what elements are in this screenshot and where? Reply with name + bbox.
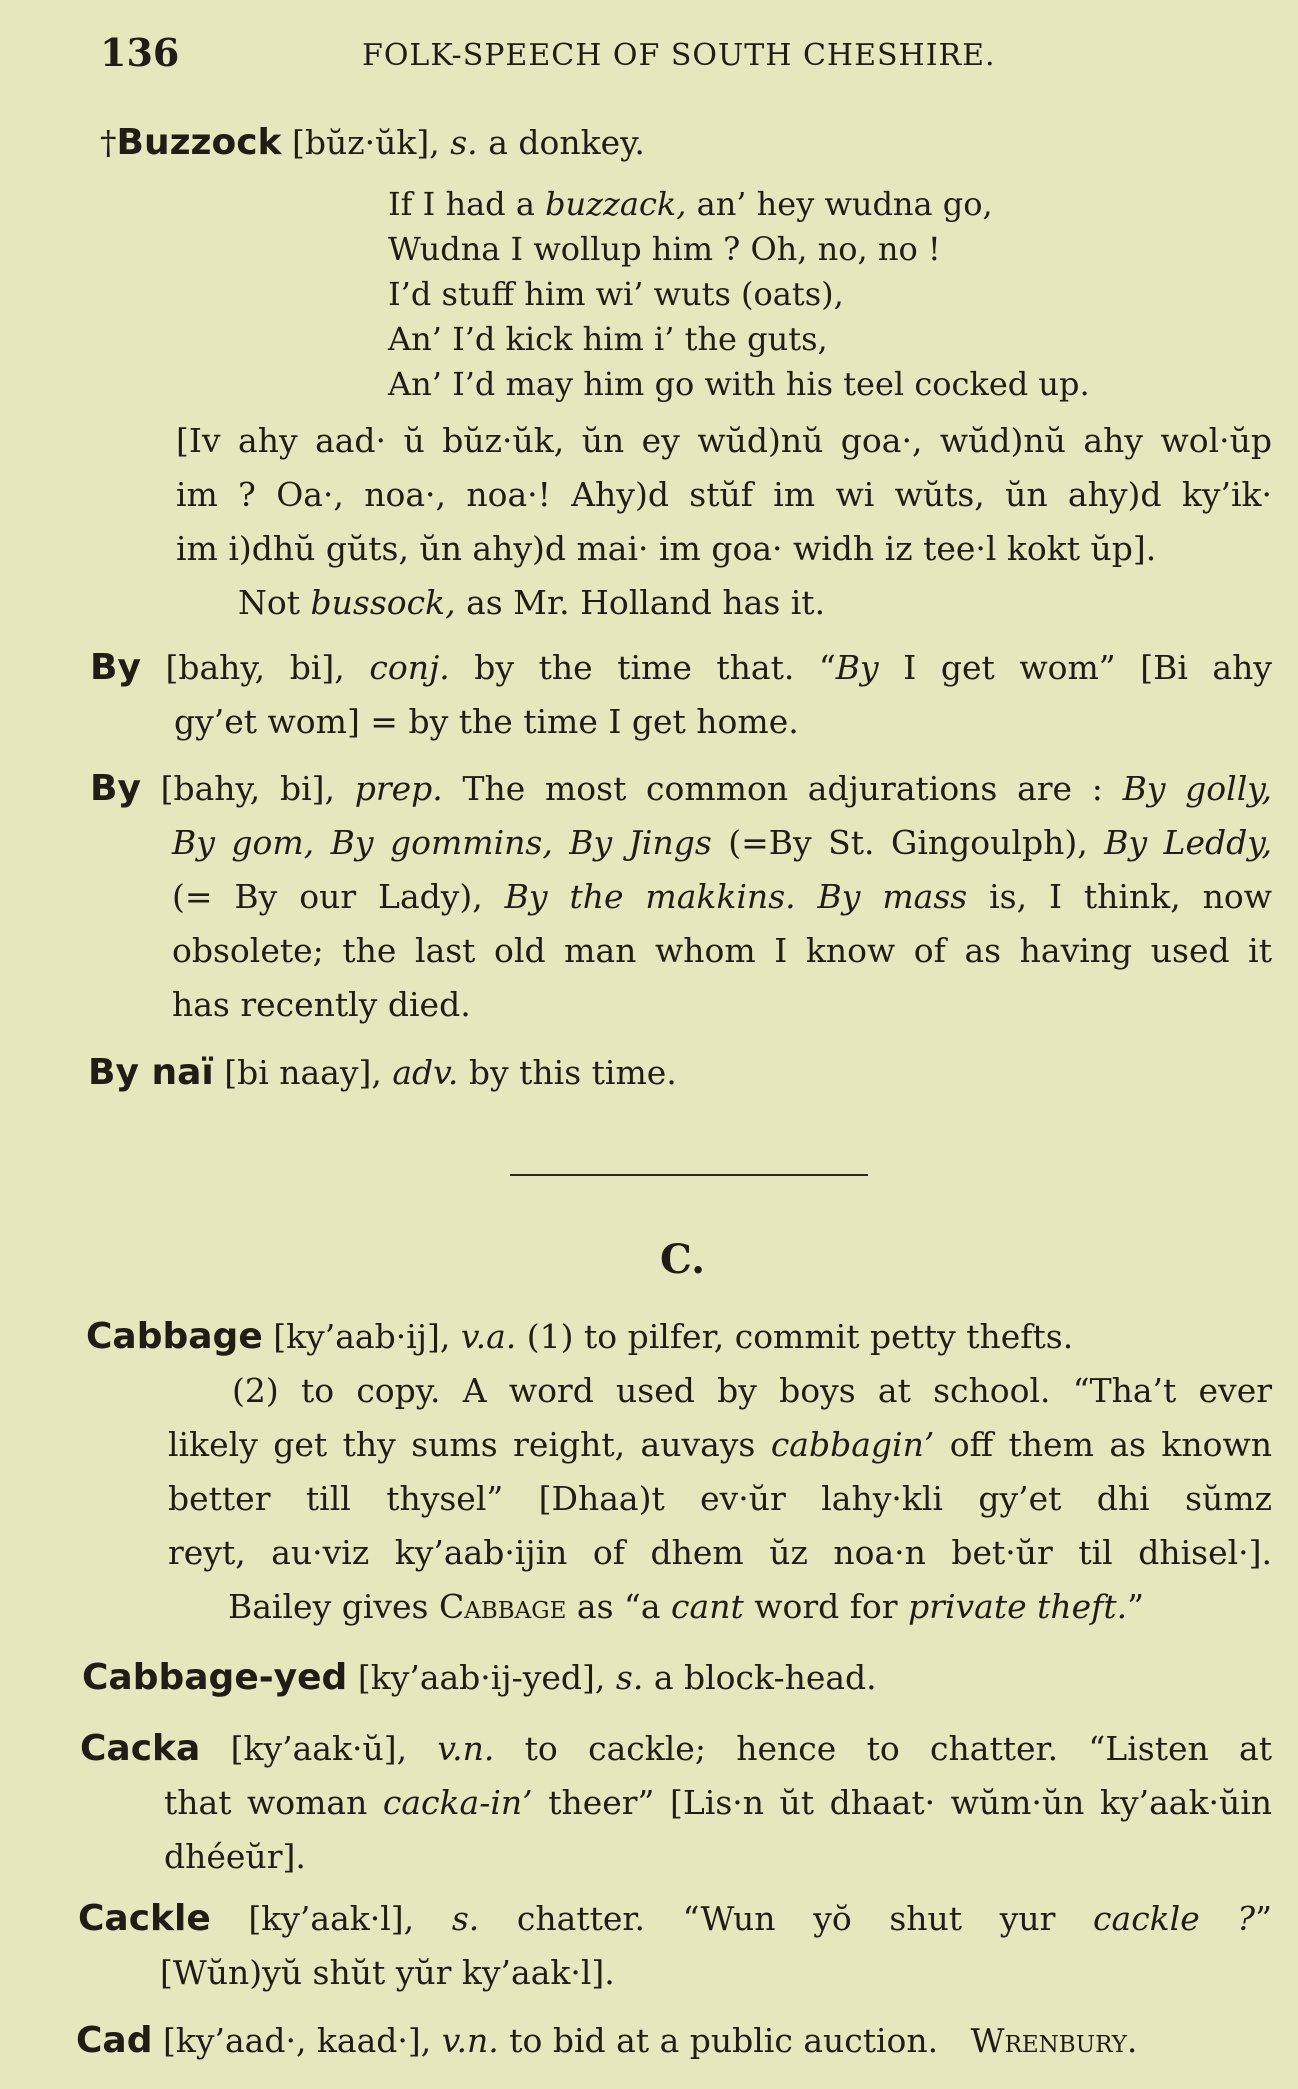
dagger-mark: † (100, 123, 117, 162)
page-number: 136 (100, 30, 180, 75)
headword: Cabbage-yed (82, 1657, 348, 1698)
verse-line: An’ I’d may him go with his teel cocked up. (388, 365, 1090, 403)
headword: By (90, 768, 141, 809)
entry-cabbage: Cabbage [ky’aab·ij], v.a. (1) to pilfer, commit petty thefts. (2) to copy. A word used by boys at school. “Tha’t ever likely get thy sums reight, auvays cabbagin’ off them as known better till thysel” [Dhaa)t ev·ŭr lahy·kli gy’et dhi sŭmz reyt, au·viz ky’aab·ijin of dhem ŭz noa·n bet·ŭr til dhisel·]. Bailey gives Cabbage as “a cant word for private theft.” (86, 1316, 1272, 1626)
headword: Buzzock (116, 122, 282, 163)
definition: a donkey. (488, 123, 645, 162)
headword: Cacka (80, 1728, 201, 1769)
headword: Cad (76, 2020, 153, 2061)
verse-line: I’d stuff him wi’ wuts (oats), (388, 275, 844, 313)
part-of-speech: s. (450, 123, 478, 162)
transcription: [Iv ahy aad· ŭ bŭz·ŭk, ŭn ey wŭd)nŭ goa·, wŭd)nŭ ahy wol·ŭp im ? Oa·, noa·, noa·! Ahy)d stŭf im wi wŭts, ŭn ahy)d ky’ik· im i)dhŭ gŭts, ŭn ahy)d mai· im goa· widh iz tee·l kokt ŭp]. Not bussock, as Mr. Holland has it. (176, 414, 1272, 630)
verse-line: An’ I’d kick him i’ the guts, (388, 320, 828, 358)
note: Not bussock, as Mr. Holland has it. (238, 583, 826, 622)
entry-cacka: Cacka [ky’aak·ŭ], v.n. to cackle; hence to chatter. “Listen at that woman cacka-in’ theer” [Lis·n ŭt dhaat· wŭm·ŭn ky’aak·ŭin dhéeŭr]. (80, 1728, 1273, 1876)
entry-cad: Cad [ky’aad·, kaad·], v.n. to bid at a public auction. Wrenbury. (76, 2020, 1138, 2061)
running-title: FOLK-SPEECH OF SOUTH CHESHIRE. (362, 38, 996, 73)
entry-by-prep: By [bahy, bi], prep. The most common adjurations are : By golly, By gom, By gommins, By Jings (=By St. Gingoulph), By Leddy, (= By our Lady), By the makkins. By mass is, I think, now obsolete; the last old man whom I know of as having used it has recently died. (90, 768, 1273, 1024)
entry-by-conj: By [bahy, bi], conj. by the time that. “By I get wom” [Bi ahy gy’et wom] = by the time I get home. (90, 647, 1273, 741)
entry-cackle: Cackle [ky’aak·l], s. chatter. “Wun yŏ shut yur cackle ?” [Wŭn)yŭ shŭt yŭr ky’aak·l]. (78, 1898, 1272, 1992)
page-header (100, 30, 1200, 80)
place-name: Wrenbury. (970, 2021, 1138, 2060)
section-letter: C. (660, 1236, 706, 1283)
section-divider (510, 1174, 868, 1176)
entry-by-nai: By naï [bi naay], adv. by this time. (88, 1052, 677, 1093)
headword: By naï (88, 1052, 214, 1093)
pronunciation: [bŭz·ŭk] (292, 123, 430, 162)
verse-quote (388, 182, 1090, 407)
verse-line: If I had a buzzack, an’ hey wudna go, (388, 185, 993, 223)
headword: By (90, 647, 141, 688)
entry-cabbage-yed: Cabbage-yed [ky’aab·ij-yed], s. a block-head. (82, 1657, 877, 1698)
headword: Cabbage (86, 1316, 263, 1357)
headword: Cackle (78, 1898, 211, 1939)
verse-line: Wudna I wollup him ? Oh, no, no ! (388, 230, 941, 268)
entry-buzzock: †Buzzock [bŭz·ŭk], s. a donkey. (100, 122, 645, 163)
